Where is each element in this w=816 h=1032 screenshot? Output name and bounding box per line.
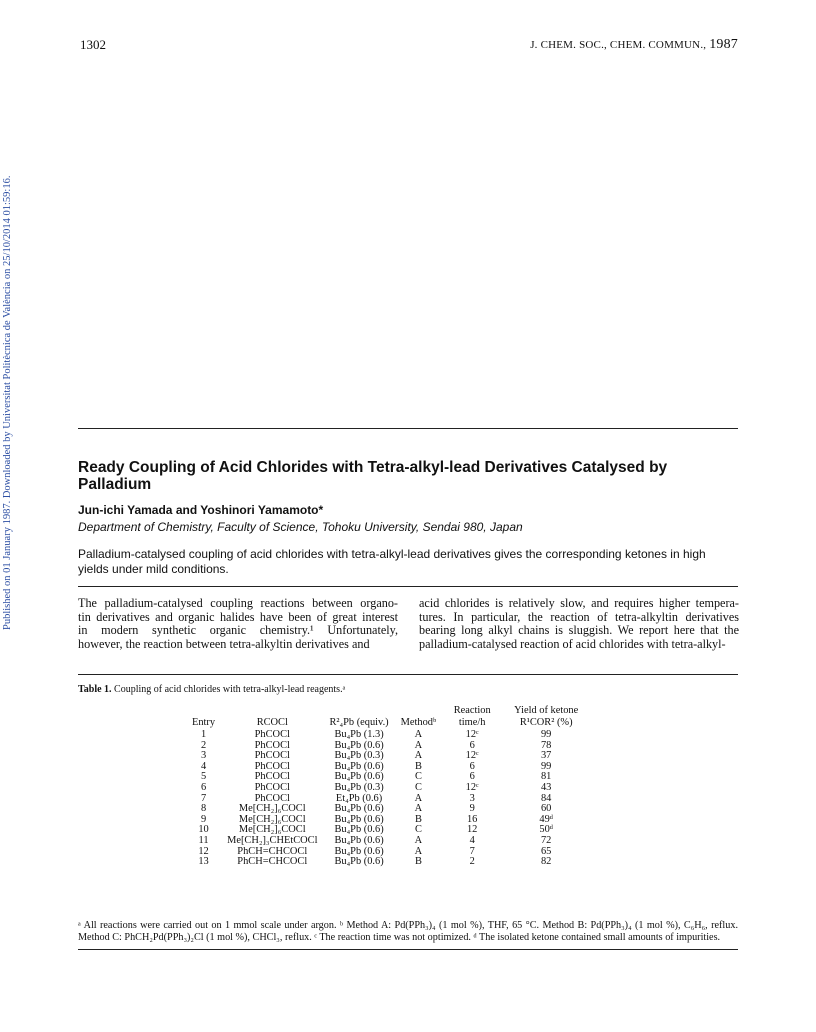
cell-rcocl: Me[CH₂]₆COCl [238,824,306,836]
cell-method: C [414,824,422,836]
body-line: palladium-catalysed reaction of acid chlorides with tetra-alkyl- [419,636,726,651]
cell-rcocl: PhCH=CHCOCl [237,845,308,857]
cell-yield: 50ᵈ [539,824,553,836]
cell-rcocl: PhCH=CHCOCl [237,856,308,868]
cell-reagent: Bu₄Pb (0.3) [334,750,384,762]
cell-entry: 6 [200,781,207,793]
body-line: tin derivatives and organic halides have been of great interest [78,609,398,624]
table-header-row [186,705,590,730]
cell-entry: 11 [198,834,209,846]
cell-method: C [414,781,422,793]
cell-yield: 49ᵈ [539,813,553,825]
body-line: in modern synthetic organic chemistry.¹ Unfortunately, [78,623,398,637]
cell-reagent: Bu₄Pb (0.6) [334,834,384,846]
body-line: The palladium-catalysed coupling reactions between organo- [78,596,398,610]
table-row [186,836,590,847]
cell-method: A [414,750,423,762]
cell-reagent: Bu₄Pb (0.6) [334,803,384,815]
cell-method: B [414,760,422,772]
cell-rcocl: PhCOCl [254,781,290,793]
table-caption-text: Coupling of acid chlorides with tetra-alkyl-lead reagents.ᵃ [114,684,346,695]
cell-entry: 7 [200,792,207,804]
cell-rcocl: Me[CH₂]₆COCl [238,803,306,815]
article-abstract: Palladium-catalysed coupling of acid chlorides with tetra-alkyl-lead derivatives gives the corresponding ketones in high yields under mild conditions. [78,547,706,576]
cell-rcocl: PhCOCl [254,792,290,804]
cell-rcocl: PhCOCl [254,729,290,740]
table-row [186,741,590,752]
header-time: Reaction time/h [453,705,491,728]
cell-rcocl: PhCOCl [254,760,290,772]
cell-time: 12ᶜ [465,781,479,793]
table-bottom-rule [78,949,738,950]
cell-yield: 99 [540,729,552,740]
table-row [186,772,590,783]
cell-entry: 10 [198,824,209,836]
article-affiliation: Department of Chemistry, Faculty of Science, Tohoku University, Sendai 980, Japan [78,520,523,534]
table-row [186,730,590,741]
table-top-rule [78,674,738,675]
cell-reagent: Bu₄Pb (0.3) [334,781,384,793]
body-column-left [78,597,398,651]
cell-yield: 72 [540,834,552,846]
cell-yield: 78 [540,739,552,751]
cell-entry: 9 [200,813,207,825]
cell-entry: 4 [200,760,207,772]
cell-rcocl: Me[CH₂]₆COCl [238,813,306,825]
body-line: bearing long alkyl chains is sluggish. We report here that the [419,623,739,637]
cell-time: 7 [469,845,475,857]
cell-yield: 60 [540,803,552,815]
table-row [186,857,590,868]
cell-method: A [414,834,423,846]
cell-method: A [414,803,423,815]
cell-entry: 8 [200,803,207,815]
cell-reagent: Bu₄Pb (0.6) [334,845,384,857]
body-column-right [419,597,739,651]
cell-entry: 13 [198,856,209,868]
cell-yield: 82 [540,856,552,868]
table-label: Table 1. [78,684,112,695]
table-footnotes: ᵃ All reactions were carried out on 1 mmol scale under argon. ᵇ Method A: Pd(PPh₃)₄ (1 mol %), THF, 65 °C. Method B: Pd(PPh₃)₄ (1 mol %), C₆H₆, reflux. Method C: PhCH₂Pd(PPh₃)₂Cl (1 mol %), CHCl₃, reflux. ᶜ The reaction time was not optimized. ᵈ The isolated ketone contained small amounts of impurities. [78,920,738,943]
abstract-bottom-rule [78,586,738,587]
cell-yield: 65 [540,845,552,857]
cell-rcocl: PhCOCl [254,750,290,762]
header-reagent: R²₄Pb (equiv.) [329,716,389,728]
cell-yield: 37 [540,750,552,762]
cell-method: A [414,739,423,751]
cell-reagent: Bu₄Pb (1.3) [334,729,384,740]
cell-time: 6 [469,760,475,772]
journal-year: 1987 [709,37,738,52]
cell-reagent: Bu₄Pb (0.6) [334,856,384,868]
cell-time: 9 [469,803,475,815]
cell-rcocl: Me[CH₂]₃CHEtCOCl [227,834,318,846]
cell-entry: 3 [200,750,207,762]
table-body [186,730,590,868]
cell-time: 12 [466,824,478,836]
cell-method: A [414,792,423,804]
cell-reagent: Bu₄Pb (0.6) [334,813,384,825]
cell-time: 12ᶜ [465,750,479,762]
download-notice[interactable]: Published on 01 January 1987. Downloaded by Universitat Politècnica de València on 25/10/2014 01:59:16. [2,175,13,630]
table-row [186,783,590,794]
table-row [186,751,590,762]
article-title: Ready Coupling of Acid Chlorides with Tetra-alkyl-lead Derivatives Catalysed by Palladium [78,459,668,493]
cell-method: B [414,856,422,868]
cell-yield: 84 [540,792,552,804]
cell-method: C [414,771,422,783]
header-method: Methodᵇ [400,716,437,728]
table-row [186,762,590,773]
cell-yield: 43 [540,781,552,793]
page-number: 1302 [80,37,106,52]
body-line: tures. In particular, the reaction of tetra-alkyltin derivatives [419,609,739,624]
results-table [186,705,590,868]
title-top-rule [78,428,738,429]
cell-time: 6 [469,771,475,783]
cell-reagent: Et₄Pb (0.6) [335,792,383,804]
cell-entry: 1 [200,729,207,740]
cell-entry: 12 [198,845,209,857]
article-authors: Jun-ichi Yamada and Yoshinori Yamamoto* [78,503,324,517]
cell-method: B [414,813,422,825]
cell-rcocl: PhCOCl [254,771,290,783]
cell-entry: 5 [200,771,207,783]
header-rcocl: RCOCl [256,716,288,728]
cell-rcocl: PhCOCl [254,739,290,751]
cell-time: 2 [469,856,475,868]
cell-yield: 99 [540,760,552,772]
cell-time: 12ᶜ [465,729,479,740]
header-yield: Yield of ketone R¹COR² (%) [514,705,579,728]
table-caption [78,684,345,695]
cell-time: 6 [469,739,475,751]
cell-method: A [414,729,423,740]
body-line: acid chlorides is relatively slow, and requires higher tempera- [419,596,739,610]
journal-name: J. CHEM. SOC., CHEM. COMMUN., [530,39,707,51]
running-head [530,37,738,53]
cell-reagent: Bu₄Pb (0.6) [334,760,384,772]
cell-entry: 2 [200,739,207,751]
cell-reagent: Bu₄Pb (0.6) [334,739,384,751]
body-line: however, the reaction between tetra-alkyltin derivatives and [78,636,370,651]
header-entry: Entry [192,716,216,728]
cell-reagent: Bu₄Pb (0.6) [334,824,384,836]
cell-time: 3 [469,792,475,804]
cell-reagent: Bu₄Pb (0.6) [334,771,384,783]
cell-method: A [414,845,423,857]
cell-time: 4 [469,834,475,846]
cell-yield: 81 [540,771,552,783]
cell-time: 16 [466,813,478,825]
